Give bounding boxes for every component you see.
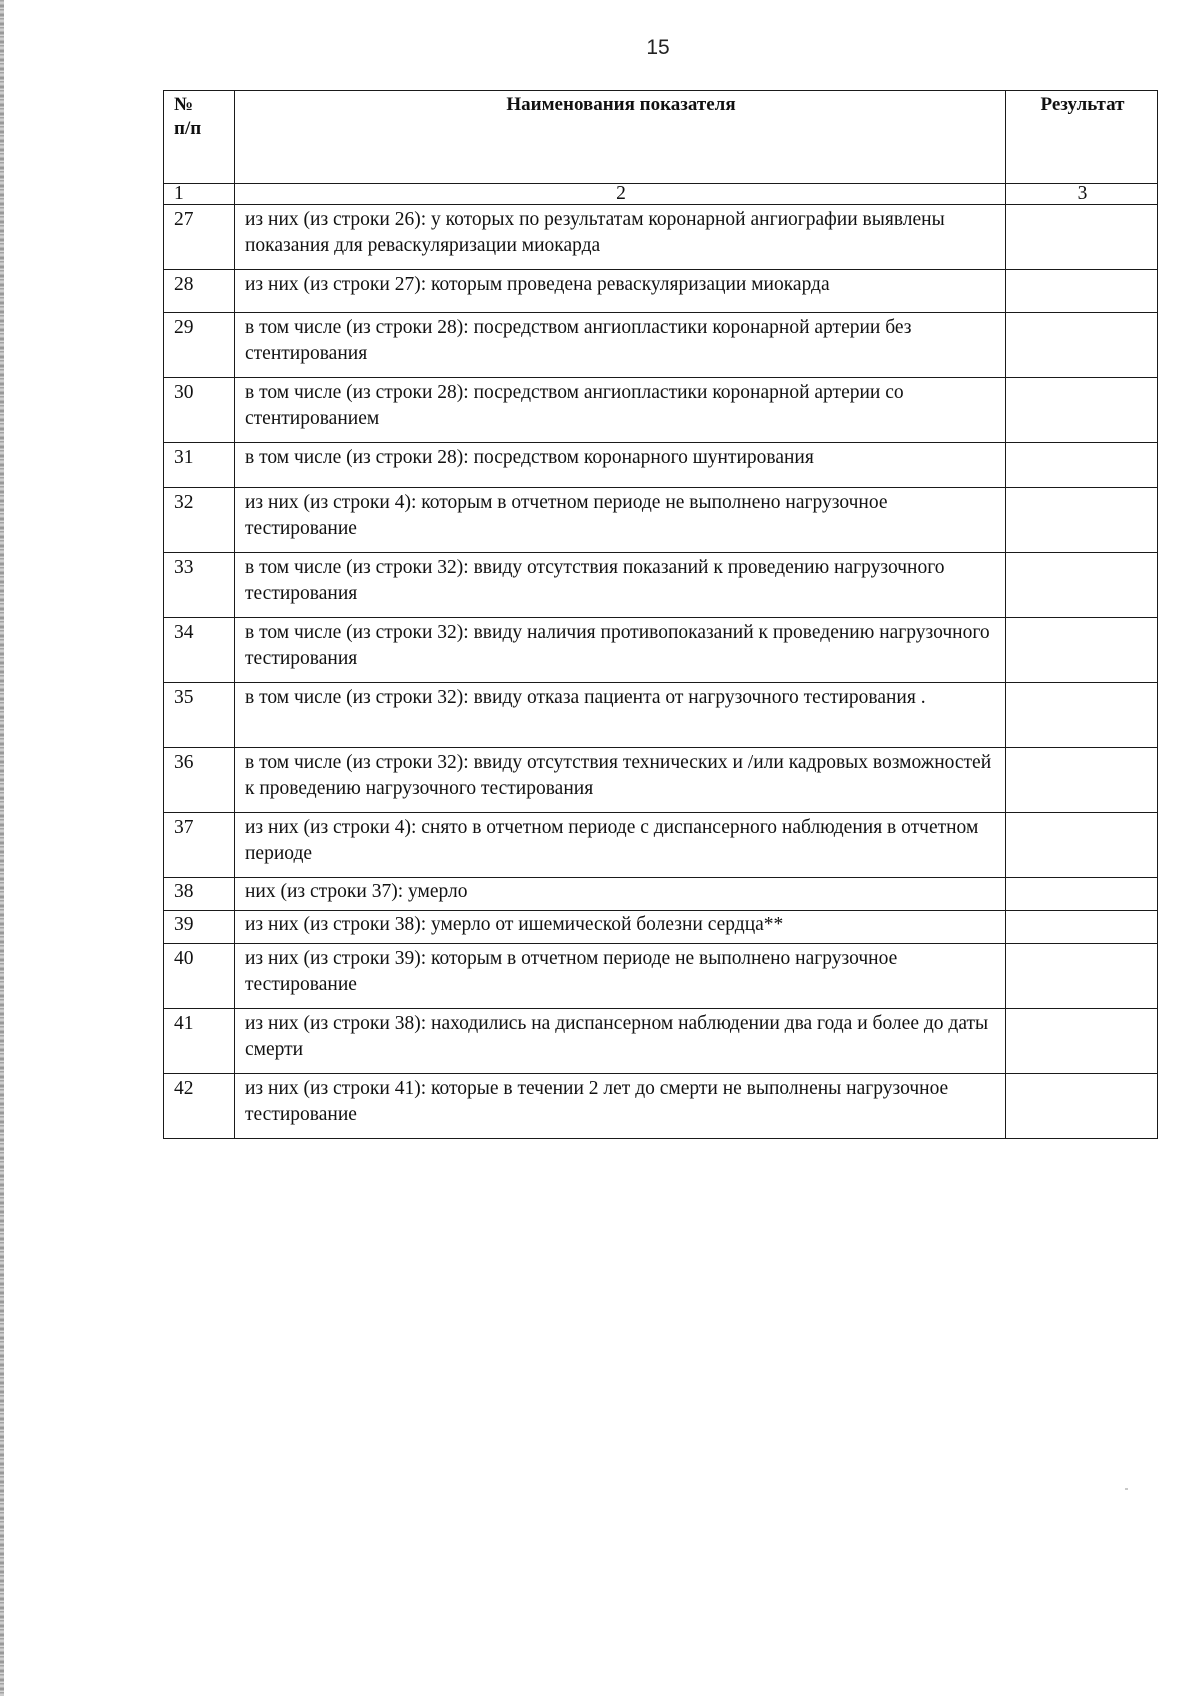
row-number: 35 [164,683,235,748]
row-number: 32 [164,488,235,553]
row-number: 27 [164,205,235,270]
row-result-cell[interactable] [1006,1009,1158,1074]
header-result-label: Результат [1040,94,1125,115]
row-result-cell[interactable] [1006,270,1158,313]
table-row [164,270,1158,313]
header-name-cell [235,91,1006,184]
table-row [164,878,1158,911]
header-number-cell [164,91,235,184]
table-row [164,553,1158,618]
row-number: 28 [164,270,235,313]
table-row [164,1074,1158,1139]
scan-speck [1125,1488,1128,1490]
row-number: 40 [164,944,235,1009]
table-row [164,748,1158,813]
row-result-cell[interactable] [1006,944,1158,1009]
row-indicator-text: из них (из строки 26): у которых по результатам коронарной ангиографии выявлены показания для реваскуляризации миокарда [235,205,1006,270]
row-number: 33 [164,553,235,618]
column-index-3: 3 [1006,184,1158,205]
row-result-cell[interactable] [1006,878,1158,911]
table-row [164,618,1158,683]
row-indicator-text: в том числе (из строки 32): ввиду отсутствия показаний к проведению нагрузочного тестирования [235,553,1006,618]
row-result-cell[interactable] [1006,618,1158,683]
row-result-cell[interactable] [1006,378,1158,443]
row-number: 31 [164,443,235,488]
row-result-cell[interactable] [1006,488,1158,553]
row-result-cell[interactable] [1006,748,1158,813]
table-header-row [164,91,1158,184]
row-indicator-text: из них (из строки 38): умерло от ишемической болезни сердца** [235,911,1006,944]
row-number: 42 [164,1074,235,1139]
page-number: 15 [646,36,670,59]
header-name-label: Наименования показателя [506,94,736,115]
row-indicator-text: из них (из строки 4): которым в отчетном периоде не выполнено нагрузочное тестирование [235,488,1006,553]
table-row [164,1009,1158,1074]
row-number: 41 [164,1009,235,1074]
row-indicator-text: из них (из строки 41): которые в течении 2 лет до смерти не выполнены нагрузочное тестирование [235,1074,1006,1139]
header-number-label: № п/п [174,94,202,139]
row-indicator-text: из них (из строки 4): снято в отчетном периоде с диспансерного наблюдения в отчетном периоде [235,813,1006,878]
row-indicator-text: в том числе (из строки 32): ввиду наличия противопоказаний к проведению нагрузочного тестирования [235,618,1006,683]
row-indicator-text: в том числе (из строки 32): ввиду отказа пациента от нагрузочного тестирования . [235,683,1006,748]
row-number: 39 [164,911,235,944]
table-row [164,813,1158,878]
table-row [164,313,1158,378]
row-number: 34 [164,618,235,683]
row-number: 30 [164,378,235,443]
table-row [164,443,1158,488]
row-indicator-text: в том числе (из строки 28): посредством ангиопластики коронарной артерии со стентированием [235,378,1006,443]
row-result-cell[interactable] [1006,1074,1158,1139]
table-row [164,205,1158,270]
column-index-1: 1 [164,184,235,205]
row-indicator-text: них (из строки 37): умерло [235,878,1006,911]
row-result-cell[interactable] [1006,313,1158,378]
table-row [164,911,1158,944]
row-result-cell[interactable] [1006,683,1158,748]
row-indicator-text: из них (из строки 27): которым проведена реваскуляризации миокарда [235,270,1006,313]
table-row [164,488,1158,553]
row-number: 29 [164,313,235,378]
row-indicator-text: в том числе (из строки 32): ввиду отсутствия технических и /или кадровых возможностей к проведению нагрузочного тестирования [235,748,1006,813]
table-row [164,683,1158,748]
header-result-cell [1006,91,1158,184]
row-indicator-text: в том числе (из строки 28): посредством коронарного шунтирования [235,443,1006,488]
table-row [164,944,1158,1009]
table-row [164,378,1158,443]
row-result-cell[interactable] [1006,553,1158,618]
row-result-cell[interactable] [1006,205,1158,270]
row-number: 37 [164,813,235,878]
row-indicator-text: из них (из строки 39): которым в отчетном периоде не выполнено нагрузочное тестирование [235,944,1006,1009]
column-index-2: 2 [235,184,1006,205]
row-result-cell[interactable] [1006,813,1158,878]
indicator-table [163,90,1158,1139]
row-result-cell[interactable] [1006,443,1158,488]
column-index-row [164,184,1158,205]
row-result-cell[interactable] [1006,911,1158,944]
row-indicator-text: в том числе (из строки 28): посредством ангиопластики коронарной артерии без стентирования [235,313,1006,378]
row-indicator-text: из них (из строки 38): находились на диспансерном наблюдении два года и более до даты смерти [235,1009,1006,1074]
row-number: 38 [164,878,235,911]
row-number: 36 [164,748,235,813]
scan-edge [0,0,4,1696]
